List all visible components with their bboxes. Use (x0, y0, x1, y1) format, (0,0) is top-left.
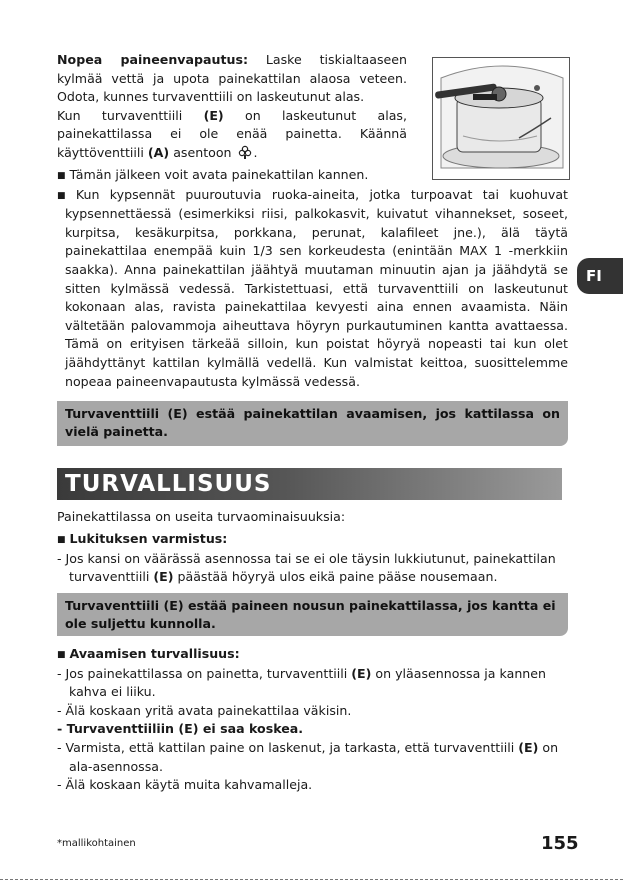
intro-text-1: Laske tiskialtaaseen kylmää vettä ja upota painekattilan alaosa veteen. Odota, kunnes turvaventtiili on laskeutunut alas. (57, 52, 407, 105)
pressure-cooker-illustration (432, 57, 570, 180)
item-text: on yläasennossa ja kannen kahva ei liiku. (69, 665, 547, 700)
list-item (57, 550, 568, 587)
steam-valve-icon (238, 145, 252, 165)
lock-safety-block (57, 530, 568, 587)
warning-note: Turvaventtiili (E) estää paineen nousun painekattilassa, jos kantta ei ole suljettu kunnolla. (57, 593, 568, 636)
list-item (57, 739, 568, 776)
item-text: - Jos painekattilassa on painetta, turvaventtiili (57, 665, 348, 681)
opening-safety-heading (57, 645, 568, 665)
item-text-bold: - Turvaventtiiliin (E) ei saa koskea. (57, 721, 304, 737)
item-text-bold: (E) (518, 739, 539, 755)
item-text: on ala-asennossa. (69, 739, 559, 774)
lock-text-b: (E) (153, 569, 174, 585)
bullet-icon: ■ (57, 650, 66, 660)
bullet-icon: ■ (57, 171, 66, 181)
list-item (57, 720, 568, 739)
section-heading (57, 468, 562, 500)
lock-text-a: - Jos kansi on väärässä asennossa tai se ei ole täysin lukkiutunut, painekattilan turvaventtiili (57, 550, 556, 585)
list-item (57, 186, 568, 392)
page-number: 155 (541, 833, 579, 854)
intro-text-2a: Kun turvaventtiili (57, 107, 183, 123)
list-item-text: Kun kypsennät puuroutuvia ruoka-aineita, jotka turpoavat tai kuohuvat kypsennettäessä (esimerkiksi riisi, palkokasvit, kuivatut vihannekset, soseet, kurpitsa, kesäkurpitsa, porkkana, perunat, kalafileet jne.), älä täytä painekattilaa enempää kuin 1/3 sen korkeudesta (enintään MAX 1 -merkkiin saakka). Anna painekattilan jäähtyä muutaman minuutin ajan ja jäähdytä se sitten kylmässä vedessä. Tarkistettuasi, että turvaventtiili on laskeutunut kokonaan alas, ravista painekattilaa kevyesti aina ennen avaamista. Näin vältetään palovammoja aiheuttava höyryn purkautuminen kantta avattaessa. Tämä on erityisen tärkeää silloin, kun poistat höyryä nopeasti tai kun olet jäähdyttänyt kattilan kylmällä vedellä. Kun valmistat keittoa, suosittelemme nopeaa paineenvapautusta kylmässä vedessä. (65, 186, 568, 389)
intro-text-2b: (E) (203, 107, 224, 123)
language-tab: FI (577, 258, 623, 294)
item-text-bold: (E) (351, 665, 372, 681)
footnote: *mallikohtainen (57, 838, 136, 849)
intro-title: Nopea paineenvapautus: (57, 52, 249, 67)
warning-note: Turvaventtiili (E) estää painekattilan avaamisen, jos kattilassa on vielä painetta. (57, 401, 568, 446)
section-title: TURVALLISUUS (65, 471, 272, 497)
list-item-text: Tämän jälkeen voit avata painekattilan kannen. (69, 167, 369, 182)
opening-safety-title: Avaamisen turvallisuus: (69, 646, 240, 661)
intro-paragraph (57, 51, 407, 165)
lock-safety-title: Lukituksen varmistus: (69, 531, 228, 546)
list-item (57, 665, 568, 702)
page-bottom-rule (0, 879, 623, 880)
lock-safety-heading (57, 530, 568, 550)
item-text: - Varmista, että kattilan paine on laskenut, ja tarkasta, että turvaventtiili (57, 739, 515, 755)
intro-text-2d: (A) (147, 144, 170, 160)
list-item: - Älä koskaan yritä avata painekattilaa väkisin. (57, 702, 352, 718)
intro-text-2c: on laskeutunut alas, painekattilassa ei ole enää painetta. Käännä käyttöventtiili (57, 107, 407, 160)
opening-safety-block (57, 645, 568, 795)
intro-text-2f: . (253, 144, 258, 160)
list-item: - Älä koskaan käytä muita kahvamalleja. (57, 777, 313, 793)
bullet-icon: ■ (57, 535, 66, 545)
bullet-icon: ■ (57, 190, 72, 201)
lock-text-c: päästää höyryä ulos eikä paine pääse nousemaan. (177, 569, 498, 585)
list-item (57, 166, 568, 186)
tips-list (57, 166, 568, 391)
section-intro: Painekattilassa on useita turvaominaisuuksia: (57, 509, 346, 524)
intro-text-2e: asentoon (173, 144, 232, 160)
